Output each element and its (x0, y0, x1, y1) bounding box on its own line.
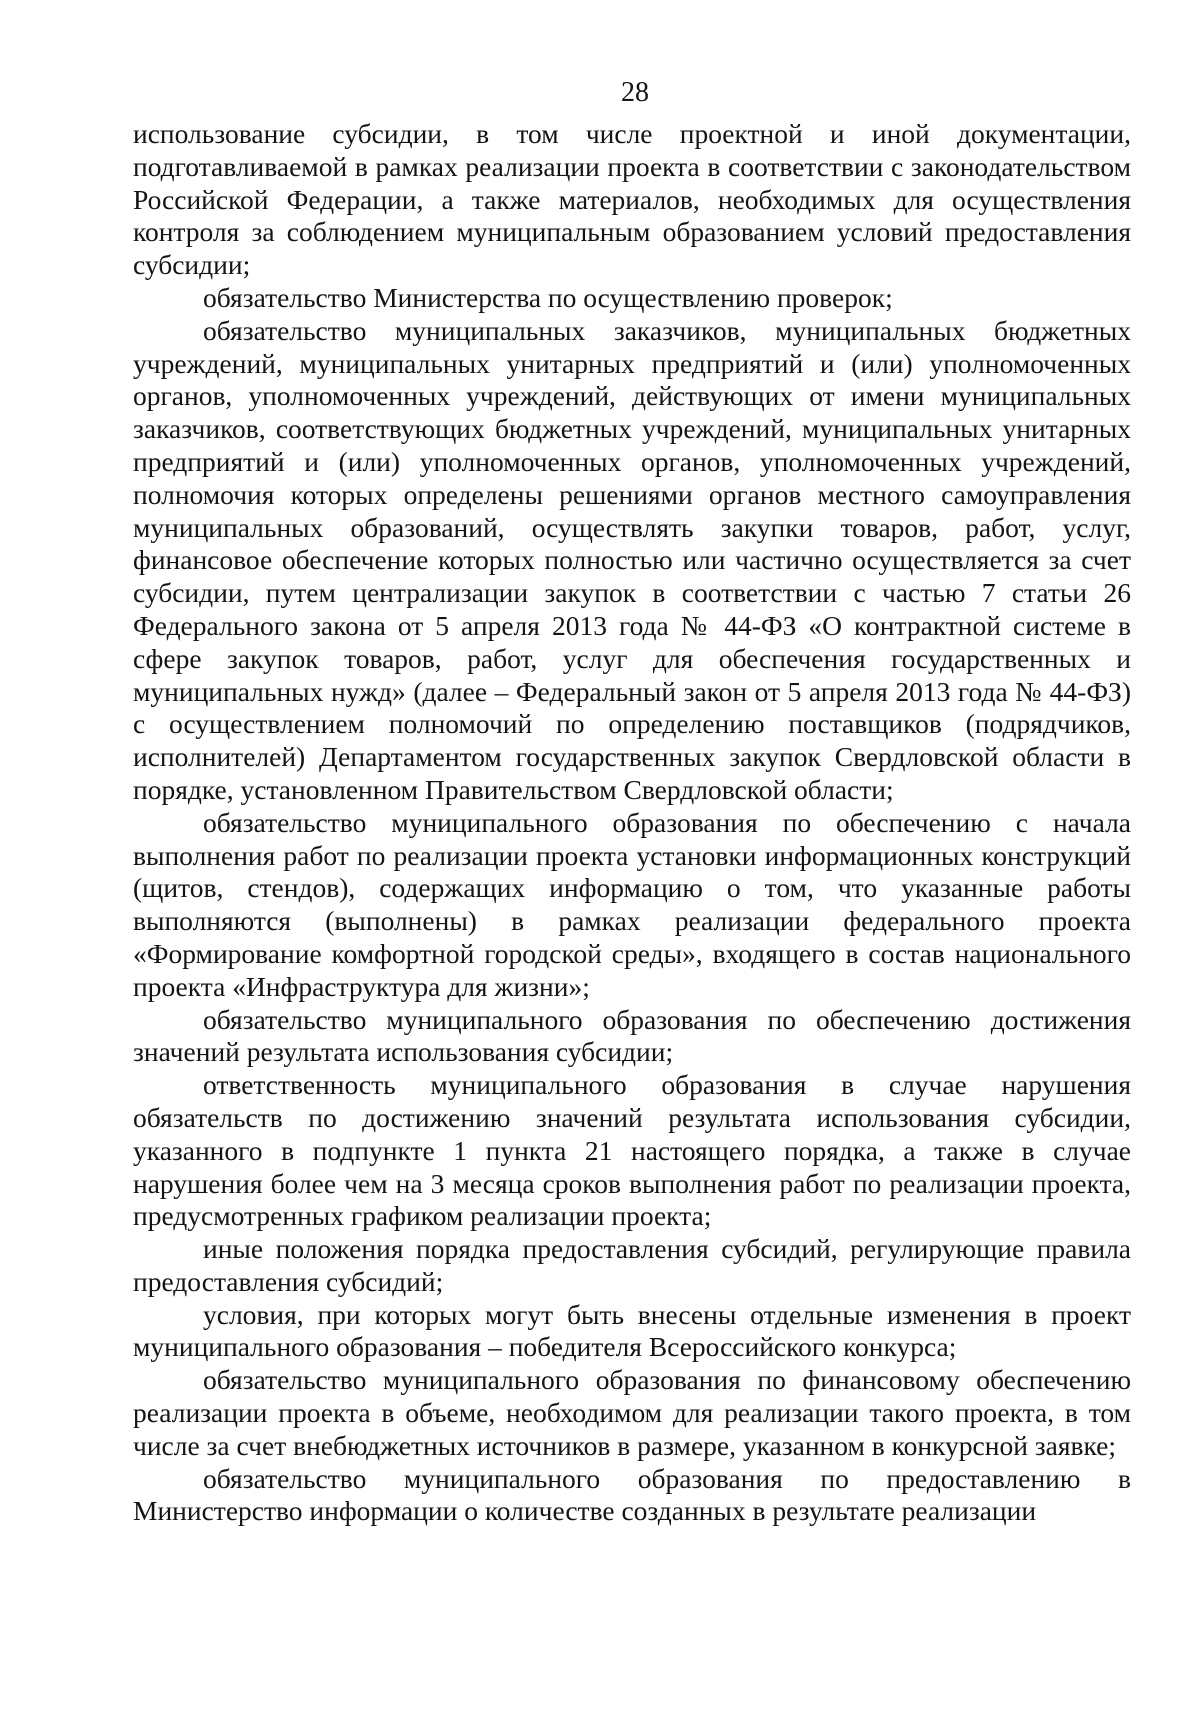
paragraph: обязательство муниципального образования по обеспечению достижения значений результата использования субсидии; (133, 1003, 1131, 1068)
paragraph: обязательство муниципального образования по предоставлению в Министерство информации о количестве созданных в результате реализации (133, 1462, 1131, 1527)
paragraph: обязательство муниципального образования по обеспечению с начала выполнения работ по реализации проекта установки информационных конструкций (щитов, стендов), содержащих информацию о том, что указанные работы выполняются (выполнены) в рамках реализации федерального проекта «Формирование комфортной городской среды», входящего в состав национального проекта «Инфраструктура для жизни»; (133, 806, 1131, 1002)
paragraph: обязательство Министерства по осуществлению проверок; (203, 281, 893, 313)
page-number: 28 (621, 77, 649, 108)
paragraph: обязательство муниципальных заказчиков, муниципальных бюджетных учреждений, муниципальных унитарных предприятий и (или) уполномоченных органов, уполномоченных учреждений, действующих от имени муниципальных заказчиков, соответствующих бюджетных учреждений, муниципальных унитарных предприятий и (или) уполномоченных органов, уполномоченных учреждений, полномочия которых определены решениями органов местного самоуправления муниципальных образований, осуществлять закупки товаров, работ, услуг, финансовое обеспечение которых полностью или частично осуществляется за счет субсидии, путем централизации закупок в соответствии с частью 7 статьи 26 Федерального закона от 5 апреля 2013 года № 44-ФЗ «О контрактной системе в сфере закупок товаров, работ, услуг для обеспечения государственных и муниципальных нужд» (далее – Федеральный закон от 5 апреля 2013 года № 44-ФЗ) с осуществлением полномочий по определению поставщиков (подрядчиков, исполнителей) Департаментом государственных закупок Свердловской области в порядке, установленном Правительством Свердловской области; (133, 314, 1131, 805)
paragraph: ответственность муниципального образования в случае нарушения обязательств по достижению значений результата использования субсидии, указанного в подпункте 1 пункта 21 настоящего порядка, а также в случае нарушения более чем на 3 месяца сроков выполнения работ по реализации проекта, предусмотренных графиком реализации проекта; (133, 1069, 1131, 1232)
document-body (133, 118, 1131, 1528)
paragraph: иные положения порядка предоставления субсидий, регулирующие правила предоставления субсидий; (133, 1233, 1131, 1297)
paragraph: использование субсидии, в том числе проектной и иной документации, подготавливаемой в рамках реализации проекта в соответствии с законодательством Российской Федерации, а также материалов, необходимых для осуществления контроля за соблюдением муниципальным образованием условий предоставления субсидии; (133, 118, 1131, 281)
paragraph: условия, при которых могут быть внесены отдельные изменения в проект муниципального образования – победителя Всероссийского конкурса; (133, 1298, 1131, 1363)
paragraph: обязательство муниципального образования по финансовому обеспечению реализации проекта в объеме, необходимом для реализации такого проекта, в том числе за счет внебюджетных источников в размере, указанном в конкурсной заявке; (133, 1364, 1131, 1461)
